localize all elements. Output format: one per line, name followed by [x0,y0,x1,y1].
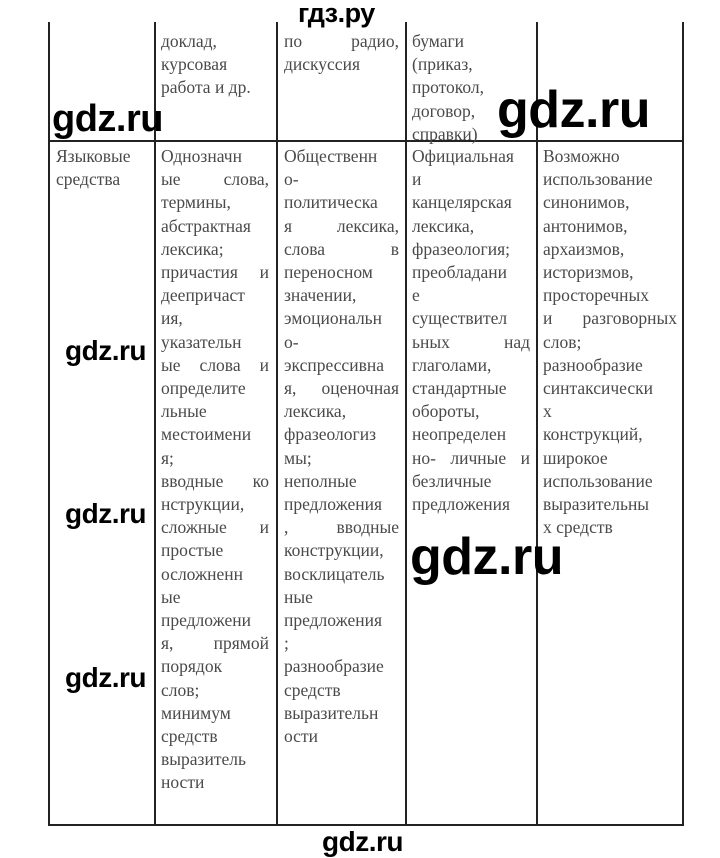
cell-line: я; [161,447,174,468]
cell-col5 [543,145,677,539]
cell-line: архаизмов, [543,238,625,259]
cell-line: договор, [412,100,476,121]
watermark-bottom: gdz.ru [322,826,403,857]
cell-line: Общественн [284,146,378,166]
row-header-language-means [56,145,150,191]
watermark: gdz.ru [65,662,146,693]
cell-line: , вводные [284,517,399,538]
cell-line: х средств [543,517,613,538]
cell-line: слов; [543,331,582,352]
cell-line: е [412,285,420,306]
cell-line: обороты, [412,401,480,422]
cell-line: глаголами, [412,354,492,375]
cell-line: я лексика, [284,215,399,236]
cell-line: предложения [412,494,511,515]
cell-line: ые слова и [161,354,269,375]
watermark: gdz.ru [52,98,163,140]
top-cell-col3 [284,30,399,76]
cell-line: ьных над [412,331,530,352]
cell-line: определите [161,378,246,399]
watermark: gdz.ru [497,81,650,139]
cell-line: причастия и [161,262,269,283]
cell-line: предложения [284,494,383,515]
cell-line: лексика, [284,401,347,422]
cell-line: средств [161,726,218,747]
cell-line: средства [56,169,121,190]
cell-line: доклад, [161,31,217,51]
cell-line: использование [543,169,653,190]
cell-line: существител [412,308,508,329]
cell-line: мы; [284,447,312,468]
cell-line: слов; [161,679,200,700]
cell-line: о- [284,169,299,190]
cell-line: историзмов, [543,262,634,283]
cell-line: льные [161,401,207,422]
cell-line: Возможно [543,146,620,166]
cell-line: неполные [284,470,357,491]
cell-line: экспрессивна [284,354,384,375]
cell-line: лексика; [161,238,224,259]
cell-line: значении, [284,285,357,306]
cell-line: указательн [161,331,242,352]
cell-line: выразитель [161,749,246,770]
cell-line: ые [161,586,181,607]
cell-line: предложени [161,610,251,631]
cell-line: ности [161,772,205,793]
cell-line: местоимени [161,424,252,445]
column-divider [536,22,538,826]
cell-line: ; [284,633,289,654]
column-divider [154,22,156,826]
cell-line: стандартные [412,378,507,399]
cell-line: предложения [284,610,383,631]
cell-line: и [412,169,422,190]
cell-line: деепричаст [161,285,245,306]
watermark: gdz.ru [410,528,563,586]
cell-line: конструкций, [543,424,643,445]
column-divider [405,22,407,826]
cell-line: осложненн [161,563,243,584]
cell-line: минимум [161,702,231,723]
top-cell-col2 [161,30,269,100]
cell-line: использование [543,470,653,491]
cell-line: эмоциональн [284,308,383,329]
cell-line: ые слова, [161,169,269,190]
cell-line: бумаги [412,31,465,51]
cell-line: выразительны [543,494,650,515]
cell-line: нструкции, [161,494,245,515]
cell-line: термины, [161,192,231,213]
cell-line: порядок [161,656,223,677]
cell-line: синонимов, [543,192,630,213]
cell-line: но- личные и [412,447,530,468]
cell-col3 [284,145,399,748]
cell-line: справки) [412,123,478,144]
cell-line: работа и др. [161,77,251,98]
cell-line: ные [284,586,313,607]
cell-line: Однозначн [161,146,242,166]
cell-line: абстрактная [161,215,251,236]
cell-line: просторечных [543,285,649,306]
cell-line: Языковые [56,146,131,166]
cell-line: я, прямой [161,633,269,654]
watermark-top: гдз.ру [298,0,375,28]
cell-line: восклицатель [284,563,385,584]
cell-line: (приказ, [412,54,473,75]
cell-line: по радио, [284,31,399,51]
cell-line: синтаксически [543,378,653,399]
cell-line: разнообразие [543,354,643,375]
cell-line: конструкции, [284,540,384,561]
cell-line: я, оценочная [284,378,399,399]
cell-line: сложные и [161,517,269,538]
cell-line: фразеологиз [284,424,376,445]
cell-col4 [412,145,530,516]
column-divider [276,22,278,826]
cell-line: о- [284,331,299,352]
cell-line: средств [284,679,341,700]
cell-line: преобладани [412,262,508,283]
cell-col2 [161,145,269,795]
cell-line: канцелярская [412,192,512,213]
cell-line: разнообразие [284,656,384,677]
cell-line: безличные [412,470,492,491]
cell-line: политическа [284,192,378,213]
cell-line: ости [284,726,318,747]
cell-line: слова в [284,238,399,259]
cell-line: лексика, [412,215,475,236]
cell-line: переносном [284,262,373,283]
cell-line: неопределен [412,424,507,445]
cell-line: простые [161,540,224,561]
cell-line: широкое [543,447,608,468]
cell-line: и разговорных [543,308,677,329]
cell-line: дискуссия [284,54,360,75]
cell-line: протокол, [412,77,485,98]
cell-line: Официальная [412,146,514,166]
cell-line: фразеология; [412,238,510,259]
cell-line: выразительн [284,702,379,723]
cell-line: вводные ко [161,470,269,491]
cell-line: х [543,401,552,422]
watermark: gdz.ru [65,498,146,529]
watermark: gdz.ru [65,335,146,366]
cell-line: курсовая [161,54,228,75]
cell-line: ия, [161,308,183,329]
cell-line: антонимов, [543,215,628,236]
